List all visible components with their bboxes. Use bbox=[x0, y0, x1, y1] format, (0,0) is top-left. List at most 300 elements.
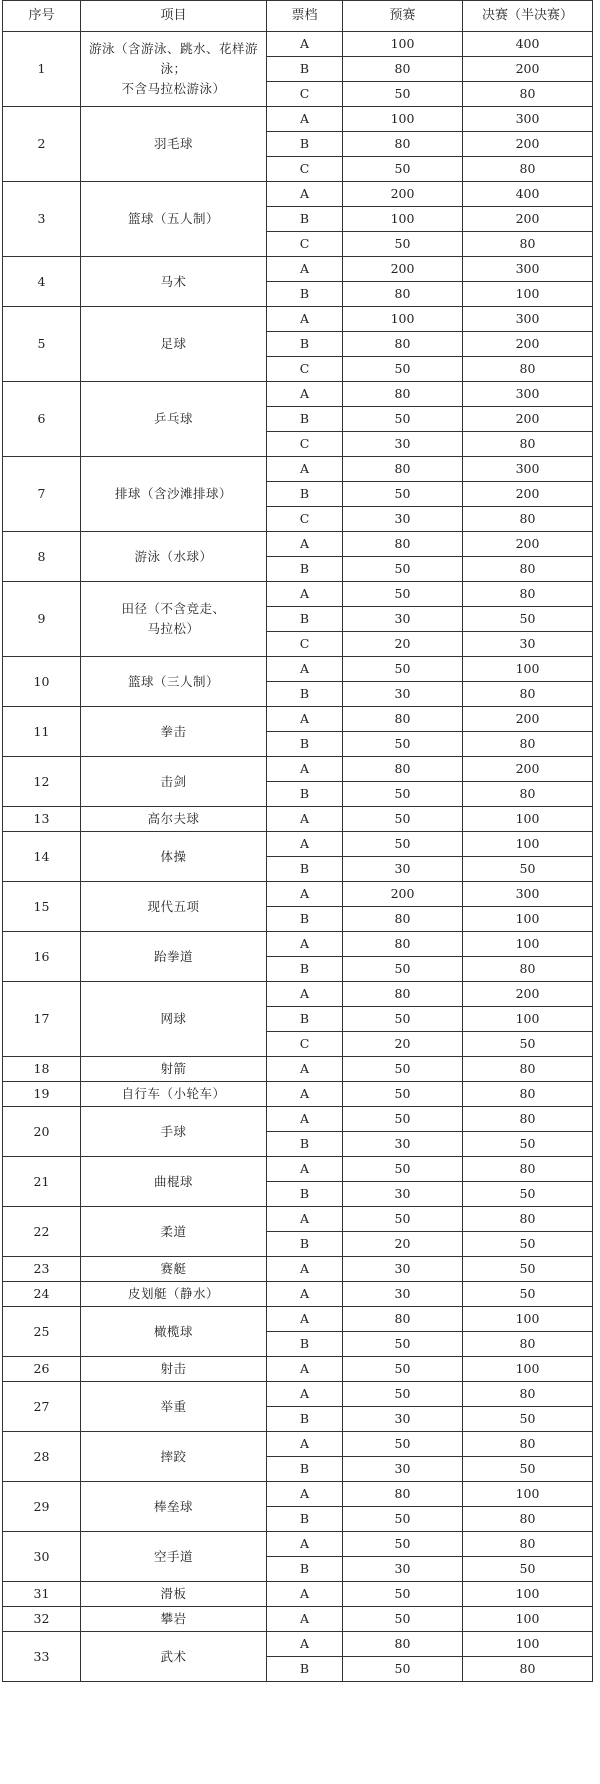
seq-cell: 23 bbox=[3, 1257, 81, 1282]
tier-cell: B bbox=[267, 1007, 343, 1032]
prelim-price-cell: 50 bbox=[343, 1532, 463, 1557]
table-row bbox=[3, 1432, 593, 1457]
final-price-cell: 80 bbox=[463, 507, 593, 532]
table-row bbox=[3, 457, 593, 482]
table-row bbox=[3, 32, 593, 57]
final-price-cell: 50 bbox=[463, 1182, 593, 1207]
seq-cell: 33 bbox=[3, 1632, 81, 1682]
final-price-cell: 100 bbox=[463, 657, 593, 682]
final-price-cell: 80 bbox=[463, 682, 593, 707]
final-price-cell: 80 bbox=[463, 357, 593, 382]
seq-cell: 8 bbox=[3, 532, 81, 582]
final-price-cell: 200 bbox=[463, 532, 593, 557]
seq-cell: 18 bbox=[3, 1057, 81, 1082]
item-cell: 拳击 bbox=[81, 707, 267, 757]
tier-cell: C bbox=[267, 1032, 343, 1057]
table-row bbox=[3, 1207, 593, 1232]
seq-cell: 29 bbox=[3, 1482, 81, 1532]
final-price-cell: 50 bbox=[463, 607, 593, 632]
item-cell: 击剑 bbox=[81, 757, 267, 807]
item-cell: 田径（不含竞走、 马拉松） bbox=[81, 582, 267, 657]
tier-cell: A bbox=[267, 1057, 343, 1082]
prelim-price-cell: 50 bbox=[343, 657, 463, 682]
seq-cell: 6 bbox=[3, 382, 81, 457]
prelim-price-cell: 80 bbox=[343, 707, 463, 732]
tier-cell: B bbox=[267, 557, 343, 582]
final-price-cell: 80 bbox=[463, 432, 593, 457]
prelim-price-cell: 50 bbox=[343, 1332, 463, 1357]
prelim-price-cell: 50 bbox=[343, 232, 463, 257]
final-price-cell: 300 bbox=[463, 257, 593, 282]
final-price-cell: 200 bbox=[463, 707, 593, 732]
item-cell: 橄榄球 bbox=[81, 1307, 267, 1357]
table-row bbox=[3, 882, 593, 907]
final-price-cell: 300 bbox=[463, 882, 593, 907]
prelim-price-cell: 50 bbox=[343, 957, 463, 982]
prelim-price-cell: 80 bbox=[343, 932, 463, 957]
item-cell: 高尔夫球 bbox=[81, 807, 267, 832]
final-price-cell: 100 bbox=[463, 1307, 593, 1332]
seq-cell: 7 bbox=[3, 457, 81, 532]
prelim-price-cell: 50 bbox=[343, 482, 463, 507]
tier-cell: B bbox=[267, 1132, 343, 1157]
seq-cell: 28 bbox=[3, 1432, 81, 1482]
final-price-cell: 200 bbox=[463, 57, 593, 82]
prelim-price-cell: 50 bbox=[343, 1382, 463, 1407]
tier-cell: C bbox=[267, 157, 343, 182]
tier-cell: A bbox=[267, 1582, 343, 1607]
prelim-price-cell: 30 bbox=[343, 682, 463, 707]
prelim-price-cell: 80 bbox=[343, 332, 463, 357]
prelim-price-cell: 50 bbox=[343, 782, 463, 807]
prelim-price-cell: 80 bbox=[343, 132, 463, 157]
final-price-cell: 50 bbox=[463, 1407, 593, 1432]
final-price-cell: 30 bbox=[463, 632, 593, 657]
tier-cell: A bbox=[267, 32, 343, 57]
prelim-price-cell: 50 bbox=[343, 82, 463, 107]
table-row bbox=[3, 1257, 593, 1282]
tier-cell: B bbox=[267, 1457, 343, 1482]
tier-cell: C bbox=[267, 632, 343, 657]
prelim-price-cell: 30 bbox=[343, 432, 463, 457]
item-cell: 摔跤 bbox=[81, 1432, 267, 1482]
tier-cell: A bbox=[267, 1607, 343, 1632]
seq-cell: 16 bbox=[3, 932, 81, 982]
prelim-price-cell: 200 bbox=[343, 182, 463, 207]
seq-cell: 3 bbox=[3, 182, 81, 257]
final-price-cell: 200 bbox=[463, 207, 593, 232]
prelim-price-cell: 50 bbox=[343, 357, 463, 382]
seq-cell: 15 bbox=[3, 882, 81, 932]
prelim-price-cell: 80 bbox=[343, 532, 463, 557]
prelim-price-cell: 50 bbox=[343, 1607, 463, 1632]
table-row bbox=[3, 382, 593, 407]
tier-cell: A bbox=[267, 1107, 343, 1132]
final-price-cell: 300 bbox=[463, 107, 593, 132]
tier-cell: A bbox=[267, 932, 343, 957]
final-price-cell: 200 bbox=[463, 757, 593, 782]
prelim-price-cell: 100 bbox=[343, 107, 463, 132]
final-price-cell: 80 bbox=[463, 1507, 593, 1532]
final-price-cell: 80 bbox=[463, 1082, 593, 1107]
seq-cell: 31 bbox=[3, 1582, 81, 1607]
prelim-price-cell: 30 bbox=[343, 857, 463, 882]
item-cell: 现代五项 bbox=[81, 882, 267, 932]
final-price-cell: 200 bbox=[463, 332, 593, 357]
ticket-price-table bbox=[2, 0, 593, 1682]
item-cell: 游泳（水球） bbox=[81, 532, 267, 582]
tier-cell: A bbox=[267, 307, 343, 332]
seq-cell: 25 bbox=[3, 1307, 81, 1357]
tier-cell: B bbox=[267, 132, 343, 157]
final-price-cell: 80 bbox=[463, 1657, 593, 1682]
item-cell: 马术 bbox=[81, 257, 267, 307]
seq-cell: 13 bbox=[3, 807, 81, 832]
prelim-price-cell: 20 bbox=[343, 1232, 463, 1257]
final-price-cell: 80 bbox=[463, 782, 593, 807]
table-row bbox=[3, 182, 593, 207]
tier-cell: A bbox=[267, 382, 343, 407]
final-price-cell: 100 bbox=[463, 1007, 593, 1032]
final-price-cell: 80 bbox=[463, 557, 593, 582]
seq-cell: 32 bbox=[3, 1607, 81, 1632]
tier-cell: A bbox=[267, 457, 343, 482]
item-cell: 举重 bbox=[81, 1382, 267, 1432]
table-row bbox=[3, 307, 593, 332]
tier-cell: A bbox=[267, 1307, 343, 1332]
table-row bbox=[3, 1607, 593, 1632]
prelim-price-cell: 50 bbox=[343, 582, 463, 607]
tier-cell: A bbox=[267, 532, 343, 557]
prelim-price-cell: 100 bbox=[343, 32, 463, 57]
prelim-price-cell: 50 bbox=[343, 1107, 463, 1132]
final-price-cell: 100 bbox=[463, 1632, 593, 1657]
item-cell: 跆拳道 bbox=[81, 932, 267, 982]
tier-cell: B bbox=[267, 1232, 343, 1257]
tier-cell: C bbox=[267, 432, 343, 457]
header-seq: 序号 bbox=[3, 1, 81, 32]
item-cell: 体操 bbox=[81, 832, 267, 882]
table-row bbox=[3, 1282, 593, 1307]
tier-cell: A bbox=[267, 657, 343, 682]
header-item: 项目 bbox=[81, 1, 267, 32]
prelim-price-cell: 50 bbox=[343, 1157, 463, 1182]
item-cell: 篮球（三人制） bbox=[81, 657, 267, 707]
tier-cell: B bbox=[267, 907, 343, 932]
prelim-price-cell: 30 bbox=[343, 1407, 463, 1432]
item-cell: 篮球（五人制） bbox=[81, 182, 267, 257]
tier-cell: A bbox=[267, 1282, 343, 1307]
final-price-cell: 50 bbox=[463, 1282, 593, 1307]
prelim-price-cell: 80 bbox=[343, 1632, 463, 1657]
prelim-price-cell: 50 bbox=[343, 1657, 463, 1682]
final-price-cell: 80 bbox=[463, 157, 593, 182]
final-price-cell: 300 bbox=[463, 457, 593, 482]
tier-cell: A bbox=[267, 1532, 343, 1557]
prelim-price-cell: 80 bbox=[343, 1482, 463, 1507]
tier-cell: A bbox=[267, 807, 343, 832]
final-price-cell: 100 bbox=[463, 1607, 593, 1632]
item-cell: 武术 bbox=[81, 1632, 267, 1682]
tier-cell: B bbox=[267, 1182, 343, 1207]
prelim-price-cell: 80 bbox=[343, 1307, 463, 1332]
final-price-cell: 50 bbox=[463, 857, 593, 882]
tier-cell: B bbox=[267, 407, 343, 432]
prelim-price-cell: 50 bbox=[343, 1082, 463, 1107]
header-row bbox=[3, 1, 593, 32]
tier-cell: A bbox=[267, 982, 343, 1007]
table-row bbox=[3, 1157, 593, 1182]
tier-cell: A bbox=[267, 1432, 343, 1457]
prelim-price-cell: 30 bbox=[343, 1282, 463, 1307]
table-row bbox=[3, 982, 593, 1007]
prelim-price-cell: 50 bbox=[343, 732, 463, 757]
seq-cell: 19 bbox=[3, 1082, 81, 1107]
seq-cell: 14 bbox=[3, 832, 81, 882]
item-cell: 射击 bbox=[81, 1357, 267, 1382]
prelim-price-cell: 30 bbox=[343, 1182, 463, 1207]
table-row bbox=[3, 582, 593, 607]
prelim-price-cell: 80 bbox=[343, 282, 463, 307]
table-row bbox=[3, 1307, 593, 1332]
seq-cell: 9 bbox=[3, 582, 81, 657]
prelim-price-cell: 50 bbox=[343, 1357, 463, 1382]
tier-cell: B bbox=[267, 332, 343, 357]
header-tier: 票档 bbox=[267, 1, 343, 32]
tier-cell: A bbox=[267, 257, 343, 282]
seq-cell: 21 bbox=[3, 1157, 81, 1207]
seq-cell: 1 bbox=[3, 32, 81, 107]
tier-cell: A bbox=[267, 832, 343, 857]
final-price-cell: 100 bbox=[463, 832, 593, 857]
seq-cell: 26 bbox=[3, 1357, 81, 1382]
prelim-price-cell: 30 bbox=[343, 607, 463, 632]
table-row bbox=[3, 257, 593, 282]
prelim-price-cell: 50 bbox=[343, 407, 463, 432]
seq-cell: 24 bbox=[3, 1282, 81, 1307]
tier-cell: A bbox=[267, 1357, 343, 1382]
prelim-price-cell: 30 bbox=[343, 1257, 463, 1282]
final-price-cell: 200 bbox=[463, 132, 593, 157]
seq-cell: 2 bbox=[3, 107, 81, 182]
table-row bbox=[3, 1582, 593, 1607]
prelim-price-cell: 50 bbox=[343, 807, 463, 832]
tier-cell: B bbox=[267, 1657, 343, 1682]
tier-cell: A bbox=[267, 582, 343, 607]
tier-cell: A bbox=[267, 182, 343, 207]
tier-cell: B bbox=[267, 57, 343, 82]
table-row bbox=[3, 1082, 593, 1107]
final-price-cell: 100 bbox=[463, 1482, 593, 1507]
table-row bbox=[3, 757, 593, 782]
prelim-price-cell: 100 bbox=[343, 207, 463, 232]
item-cell: 游泳（含游泳、跳水、花样游泳； 不含马拉松游泳） bbox=[81, 32, 267, 107]
item-cell: 足球 bbox=[81, 307, 267, 382]
tier-cell: A bbox=[267, 757, 343, 782]
tier-cell: A bbox=[267, 707, 343, 732]
prelim-price-cell: 20 bbox=[343, 632, 463, 657]
prelim-price-cell: 50 bbox=[343, 1432, 463, 1457]
final-price-cell: 200 bbox=[463, 982, 593, 1007]
final-price-cell: 100 bbox=[463, 907, 593, 932]
final-price-cell: 100 bbox=[463, 932, 593, 957]
prelim-price-cell: 100 bbox=[343, 307, 463, 332]
final-price-cell: 100 bbox=[463, 1357, 593, 1382]
table-row bbox=[3, 1382, 593, 1407]
table-row bbox=[3, 807, 593, 832]
item-cell: 皮划艇（静水） bbox=[81, 1282, 267, 1307]
final-price-cell: 100 bbox=[463, 1582, 593, 1607]
final-price-cell: 400 bbox=[463, 32, 593, 57]
tier-cell: A bbox=[267, 1482, 343, 1507]
item-cell: 攀岩 bbox=[81, 1607, 267, 1632]
tier-cell: A bbox=[267, 882, 343, 907]
tier-cell: B bbox=[267, 282, 343, 307]
prelim-price-cell: 80 bbox=[343, 757, 463, 782]
final-price-cell: 100 bbox=[463, 282, 593, 307]
item-cell: 曲棍球 bbox=[81, 1157, 267, 1207]
prelim-price-cell: 50 bbox=[343, 1507, 463, 1532]
prelim-price-cell: 50 bbox=[343, 1582, 463, 1607]
prelim-price-cell: 200 bbox=[343, 882, 463, 907]
seq-cell: 27 bbox=[3, 1382, 81, 1432]
prelim-price-cell: 30 bbox=[343, 1132, 463, 1157]
final-price-cell: 300 bbox=[463, 382, 593, 407]
final-price-cell: 400 bbox=[463, 182, 593, 207]
final-price-cell: 200 bbox=[463, 482, 593, 507]
prelim-price-cell: 50 bbox=[343, 1057, 463, 1082]
prelim-price-cell: 50 bbox=[343, 557, 463, 582]
tier-cell: C bbox=[267, 82, 343, 107]
final-price-cell: 80 bbox=[463, 957, 593, 982]
item-cell: 滑板 bbox=[81, 1582, 267, 1607]
table-row bbox=[3, 832, 593, 857]
table-row bbox=[3, 932, 593, 957]
item-cell: 羽毛球 bbox=[81, 107, 267, 182]
tier-cell: B bbox=[267, 1407, 343, 1432]
final-price-cell: 80 bbox=[463, 1057, 593, 1082]
tier-cell: B bbox=[267, 682, 343, 707]
final-price-cell: 80 bbox=[463, 232, 593, 257]
prelim-price-cell: 30 bbox=[343, 1457, 463, 1482]
item-cell: 柔道 bbox=[81, 1207, 267, 1257]
final-price-cell: 80 bbox=[463, 732, 593, 757]
final-price-cell: 300 bbox=[463, 307, 593, 332]
table-row bbox=[3, 707, 593, 732]
tier-cell: B bbox=[267, 782, 343, 807]
prelim-price-cell: 80 bbox=[343, 982, 463, 1007]
final-price-cell: 50 bbox=[463, 1032, 593, 1057]
final-price-cell: 50 bbox=[463, 1257, 593, 1282]
tier-cell: B bbox=[267, 1332, 343, 1357]
final-price-cell: 80 bbox=[463, 582, 593, 607]
final-price-cell: 80 bbox=[463, 1532, 593, 1557]
table-row bbox=[3, 1357, 593, 1382]
item-cell: 乒乓球 bbox=[81, 382, 267, 457]
final-price-cell: 80 bbox=[463, 1107, 593, 1132]
table-row bbox=[3, 532, 593, 557]
tier-cell: B bbox=[267, 207, 343, 232]
seq-cell: 22 bbox=[3, 1207, 81, 1257]
seq-cell: 17 bbox=[3, 982, 81, 1057]
prelim-price-cell: 50 bbox=[343, 1207, 463, 1232]
prelim-price-cell: 50 bbox=[343, 157, 463, 182]
final-price-cell: 200 bbox=[463, 407, 593, 432]
prelim-price-cell: 200 bbox=[343, 257, 463, 282]
prelim-price-cell: 80 bbox=[343, 457, 463, 482]
prelim-price-cell: 80 bbox=[343, 382, 463, 407]
tier-cell: C bbox=[267, 232, 343, 257]
tier-cell: C bbox=[267, 507, 343, 532]
final-price-cell: 100 bbox=[463, 807, 593, 832]
prelim-price-cell: 30 bbox=[343, 507, 463, 532]
header-prelim: 预赛 bbox=[343, 1, 463, 32]
header-final: 决赛（半决赛） bbox=[463, 1, 593, 32]
item-cell: 射箭 bbox=[81, 1057, 267, 1082]
final-price-cell: 80 bbox=[463, 1432, 593, 1457]
tier-cell: A bbox=[267, 1082, 343, 1107]
final-price-cell: 80 bbox=[463, 1382, 593, 1407]
final-price-cell: 50 bbox=[463, 1457, 593, 1482]
table-row bbox=[3, 1107, 593, 1132]
prelim-price-cell: 80 bbox=[343, 57, 463, 82]
table-row bbox=[3, 657, 593, 682]
seq-cell: 11 bbox=[3, 707, 81, 757]
tier-cell: A bbox=[267, 1382, 343, 1407]
tier-cell: B bbox=[267, 1507, 343, 1532]
item-cell: 棒垒球 bbox=[81, 1482, 267, 1532]
final-price-cell: 50 bbox=[463, 1232, 593, 1257]
table-row bbox=[3, 1532, 593, 1557]
tier-cell: B bbox=[267, 1557, 343, 1582]
seq-cell: 5 bbox=[3, 307, 81, 382]
seq-cell: 12 bbox=[3, 757, 81, 807]
item-cell: 空手道 bbox=[81, 1532, 267, 1582]
prelim-price-cell: 50 bbox=[343, 832, 463, 857]
tier-cell: B bbox=[267, 732, 343, 757]
tier-cell: B bbox=[267, 857, 343, 882]
seq-cell: 20 bbox=[3, 1107, 81, 1157]
table-row bbox=[3, 107, 593, 132]
tier-cell: C bbox=[267, 357, 343, 382]
prelim-price-cell: 30 bbox=[343, 1557, 463, 1582]
item-cell: 自行车（小轮车） bbox=[81, 1082, 267, 1107]
item-cell: 赛艇 bbox=[81, 1257, 267, 1282]
item-cell: 手球 bbox=[81, 1107, 267, 1157]
table-row bbox=[3, 1482, 593, 1507]
table-body bbox=[3, 32, 593, 1682]
tier-cell: B bbox=[267, 957, 343, 982]
item-cell: 网球 bbox=[81, 982, 267, 1057]
prelim-price-cell: 50 bbox=[343, 1007, 463, 1032]
tier-cell: A bbox=[267, 1257, 343, 1282]
tier-cell: A bbox=[267, 1632, 343, 1657]
table-row bbox=[3, 1632, 593, 1657]
tier-cell: B bbox=[267, 607, 343, 632]
tier-cell: B bbox=[267, 482, 343, 507]
seq-cell: 4 bbox=[3, 257, 81, 307]
tier-cell: A bbox=[267, 1207, 343, 1232]
item-cell: 排球（含沙滩排球） bbox=[81, 457, 267, 532]
table-row bbox=[3, 1057, 593, 1082]
ticket-price-sheet bbox=[2, 0, 593, 1682]
tier-cell: A bbox=[267, 107, 343, 132]
seq-cell: 30 bbox=[3, 1532, 81, 1582]
final-price-cell: 80 bbox=[463, 1332, 593, 1357]
final-price-cell: 80 bbox=[463, 82, 593, 107]
final-price-cell: 50 bbox=[463, 1557, 593, 1582]
final-price-cell: 80 bbox=[463, 1207, 593, 1232]
